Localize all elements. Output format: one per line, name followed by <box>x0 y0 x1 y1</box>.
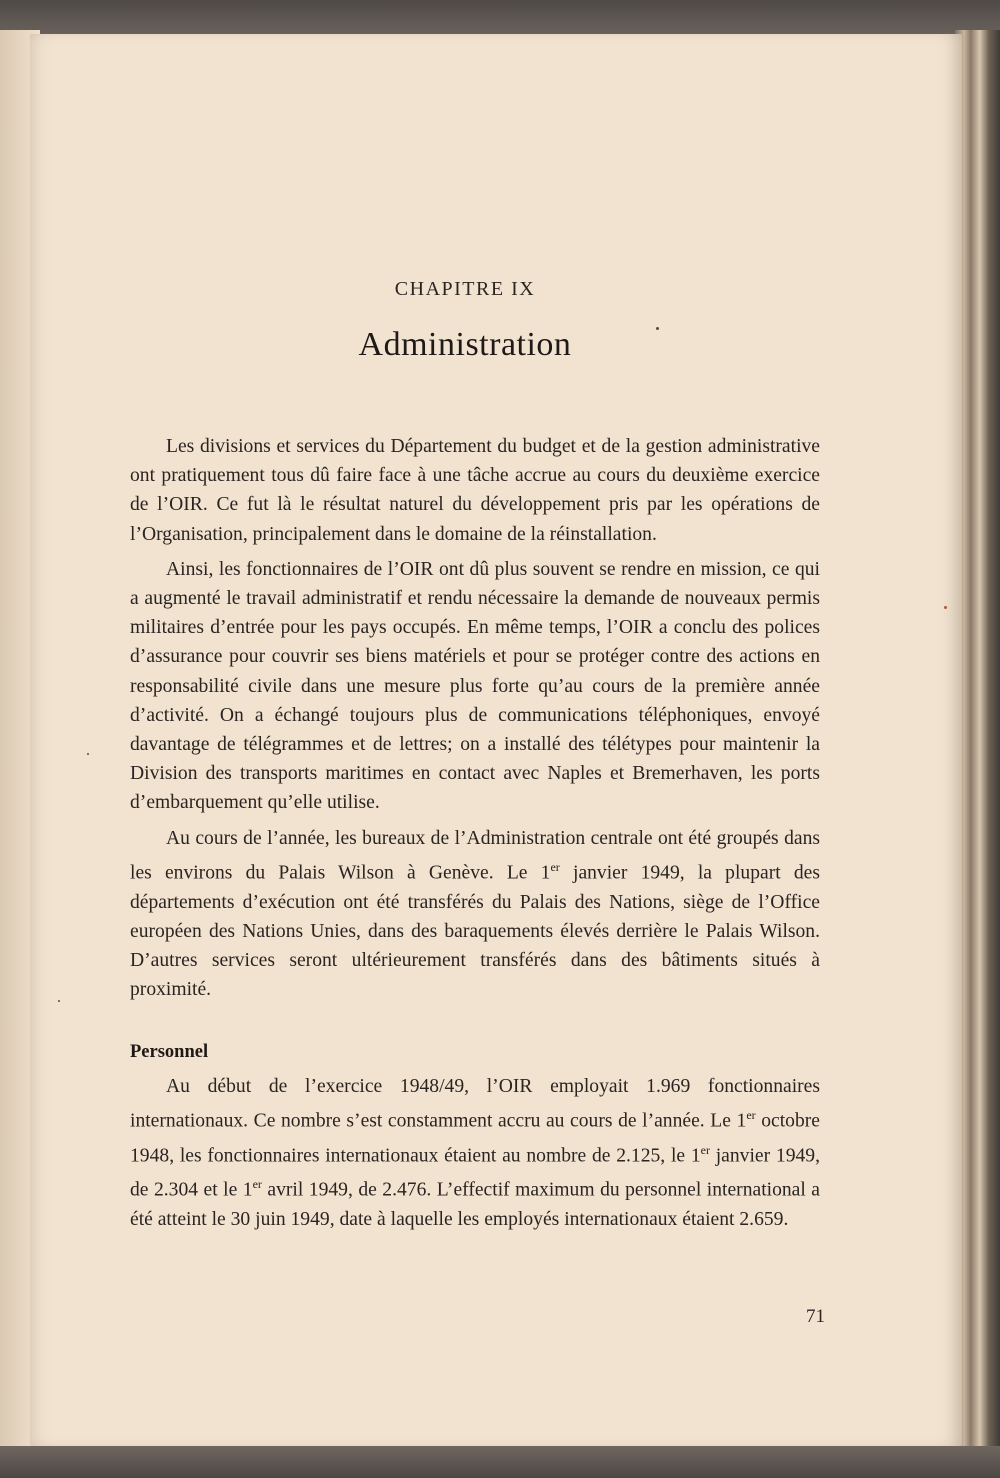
chapter-body <box>130 432 820 1240</box>
page-number: 71 <box>806 1306 825 1327</box>
chapter-title: Administration <box>358 326 572 363</box>
scan-bottom-border <box>0 1446 1000 1478</box>
paragraph-missions: Ainsi, les fonctionnaires de l’OIR ont dû plus souvent se rendre en mission, ce qui a augmenté le travail administratif et rendu nécessaire la demande de nouveaux permis militaires d’entrée pour les pays occupés. En même temps, l’OIR a conclu des polices d’assurance pour couvrir ses biens matériels et pour se protéger contre des actions en responsabilité civile dans une mesure plus forte qu’au cours de la première année d’activité. On a échangé toujours plus de communications téléphoniques, envoyé davantage de télégrammes et de lettres; on a installé des télétypes pour maintenir la Division des transports maritimes en contact avec Naples et Bremerhaven, les ports d’embarquement qu’elle utilise. <box>130 558 820 814</box>
scan-top-border <box>0 0 1000 36</box>
chapter-label: CHAPITRE IX <box>394 278 536 300</box>
book-page <box>30 34 962 1446</box>
paper-speck <box>87 753 89 755</box>
superscript-er: er <box>700 1142 710 1157</box>
paragraph-offices: Au cours de l’année, les bureaux de l’Administration centrale ont été groupés dans les environs du Palais Wilson à Genève. Le 1er janvier 1949, la plupart des départements d’exécution ont été transférés du Palais des Nations, siège de l’Office européen des Nations Unies, dans des baraquements élevés derrière le Palais Wilson. D’autres services seront ultérieurement transférés dans des bâtiments situés à proximité. <box>130 827 820 1001</box>
paragraph-intro: Les divisions et services du Département du budget et de la gestion administrative ont pratiquement tous dû faire face à une tâche accrue au cours du deuxième exercice de l’OIR. Ce fut là le résultat naturel du développement pris par les opérations de l’Organisation, principalement dans le domaine de la réinstallation. <box>130 436 820 545</box>
superscript-er: er <box>550 859 560 874</box>
superscript-er: er <box>252 1177 262 1192</box>
section-heading-personnel: Personnel <box>130 1042 209 1063</box>
paper-speck <box>944 606 947 609</box>
paper-speck <box>58 1000 60 1002</box>
paper-speck <box>656 327 659 330</box>
superscript-er: er <box>746 1107 756 1122</box>
paragraph-personnel: Au début de l’exercice 1948/49, l’OIR employait 1.969 fonctionnaires internationaux. Ce nombre s’est constamment accru au cours de l’année. Le 1er octobre 1948, les fonctionnaires internationaux étaient au nombre de 2.125, le 1er janvier 1949, de 2.304 et le 1er avril 1949, de 2.476. L’effectif maximum du personnel international a été atteint le 30 juin 1949, date à laquelle les employés internationaux étaient 2.659. <box>130 1075 820 1230</box>
